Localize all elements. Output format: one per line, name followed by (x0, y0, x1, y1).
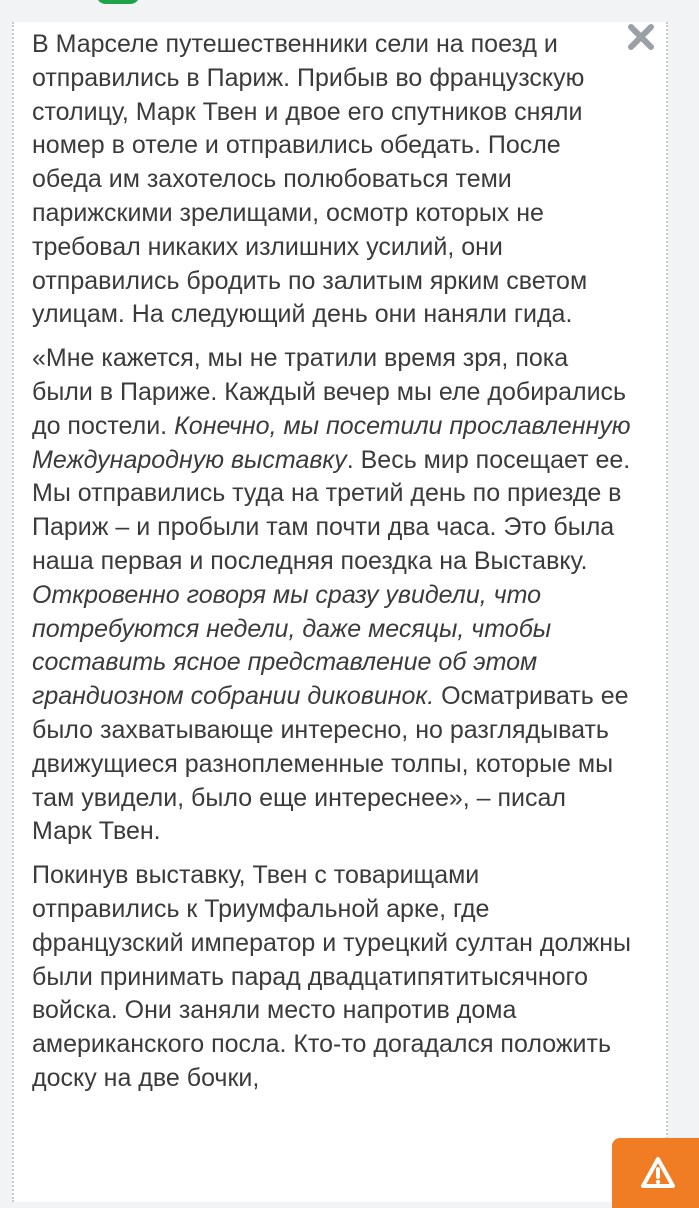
paragraph-2-part-3: Осматривать ее было захватывающе интересно, но разглядывать движущиеся разноплеменные толпы, которые мы там увидели, было еще интереснее», – писал Марк Твен. (32, 682, 629, 846)
paragraph-2-part-2: . Весь мир посещает ее. Мы отправились туда на третий день по приезде в Париж – и пробыли там почти два часа. Это была наша первая и последняя поездка на Выставку. (32, 445, 631, 575)
paragraph-3: Покинув выставку, Твен с товарищами отправились к Триумфальной арке, где французский император и турецкий султан должны были принимать парад двадцатипятитысячного войска. Они заняли место напротив дома американского посла. Кто-то догадался положить доску на две бочки, (32, 861, 631, 1092)
paragraph-2-italic-1: Конечно, мы посетили прославленную Международную выставку (32, 411, 631, 474)
paragraph-2-italic-2: Откровенно говоря мы сразу увидели, что потребуются недели, даже месяцы, чтобы составить ясное представление об этом грандиозном собрании диковинок. (32, 580, 552, 711)
paragraph-2 (32, 342, 632, 849)
close-button[interactable] (624, 20, 658, 54)
paragraph-2-part-1: «Мне кажется, мы не тратили время зря, пока были в Париже. Каждый вечер мы еле добирались до постели. (32, 344, 627, 440)
warning-icon (640, 1156, 676, 1190)
top-accent-shape (96, 0, 140, 4)
paragraph-1: В Марселе путешественники сели на поезд и отправились в Париж. Прибыв во французскую столицу, Марк Твен и двое его спутников сняли номер в отеле и отправились обедать. После обеда им захотелось полюбоваться теми парижскими зрелищами, осмотр которых не требовал никаких излишних усилий, они отправились бродить по залитым ярким светом улицам. На следующий день они наняли гида. (32, 30, 588, 329)
report-button[interactable] (612, 1138, 699, 1208)
article-text (32, 28, 632, 1106)
close-icon (624, 20, 658, 54)
content-card (12, 22, 668, 1202)
